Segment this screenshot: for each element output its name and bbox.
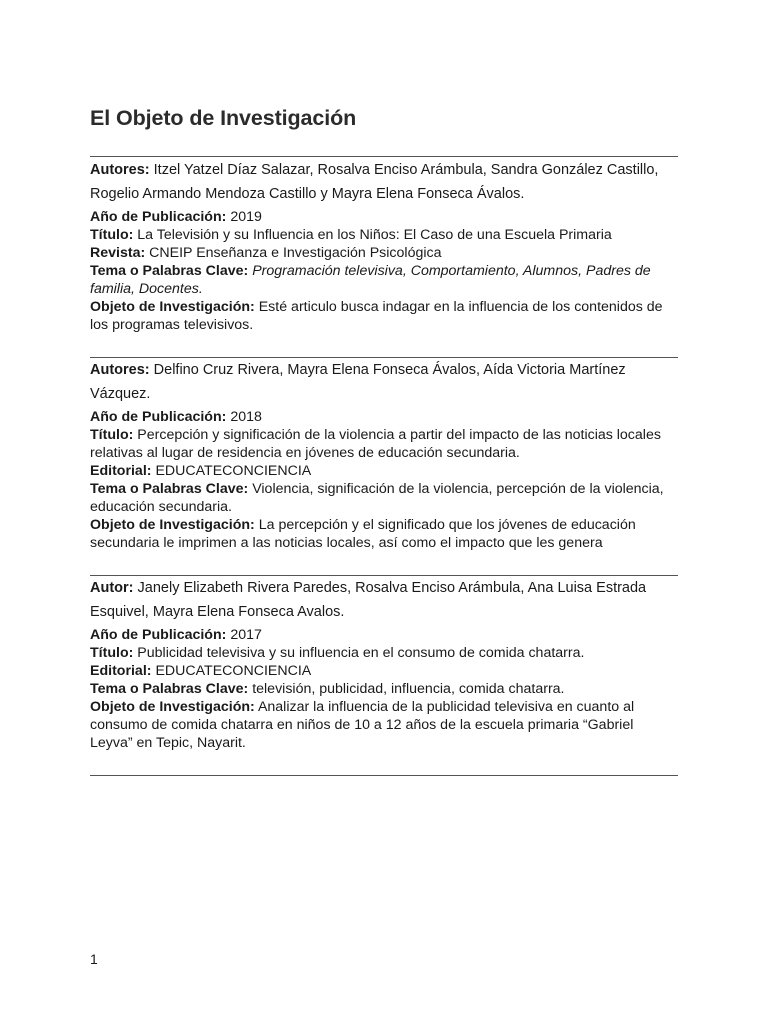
year-label: Año de Publicación: <box>90 627 227 643</box>
entry-object <box>90 698 678 752</box>
entry-keywords <box>90 480 678 516</box>
keywords-value: televisión, publicidad, influencia, comida chatarra. <box>252 681 565 697</box>
authors-label: Autores: <box>90 162 150 178</box>
title-value: La Televisión y su Influencia en los Niños: El Caso de una Escuela Primaria <box>137 227 612 243</box>
page-title: El Objeto de Investigación <box>90 106 357 130</box>
entry-title <box>90 226 678 244</box>
entry-keywords <box>90 680 678 698</box>
entry-source <box>90 244 678 262</box>
year-label: Año de Publicación: <box>90 209 227 225</box>
title-value: Percepción y significación de la violencia a partir del impacto de las noticias locales relativas al lugar de residencia en jóvenes de educación secundaria. <box>90 427 661 461</box>
entry-keywords <box>90 262 678 298</box>
authors-value: Delfino Cruz Rivera, Mayra Elena Fonseca Ávalos, Aída Victoria Martínez Vázquez. <box>90 362 626 402</box>
source-label: Editorial: <box>90 463 152 479</box>
year-label: Año de Publicación: <box>90 409 227 425</box>
reference-entry-3 <box>90 576 678 752</box>
object-value: La percepción y el significado que los jóvenes de educación secundaria le imprimen a las noticias locales, así como el impacto que les genera <box>90 517 636 551</box>
keywords-value: Violencia, significación de la violencia, percepción de la violencia, educación secundaria. <box>90 481 664 515</box>
authors-value: Janely Elizabeth Rivera Paredes, Rosalva Enciso Arámbula, Ana Luisa Estrada Esquivel, Mayra Elena Fonseca Avalos. <box>90 580 647 620</box>
entry-authors <box>90 358 678 406</box>
title-label: Título: <box>90 227 134 243</box>
keywords-label: Tema o Palabras Clave: <box>90 481 249 497</box>
divider <box>90 156 678 157</box>
year-value: 2017 <box>230 627 262 643</box>
keywords-value: Programación televisiva, Comportamiento, Alumnos, Padres de familia, Docentes. <box>90 263 651 297</box>
entry-object <box>90 516 678 552</box>
object-value: Analizar la influencia de la publicidad televisiva en cuanto al consumo de comida chatarra en niños de 10 a 12 años de la escuela primaria “Gabriel Leyva” en Tepic, Nayarit. <box>90 699 635 751</box>
title-label: Título: <box>90 427 134 443</box>
entry-authors <box>90 576 678 624</box>
divider <box>90 775 678 776</box>
year-value: 2019 <box>230 209 262 225</box>
authors-label: Autores: <box>90 362 150 378</box>
object-label: Objeto de Investigación: <box>90 299 255 315</box>
title-label: Título: <box>90 645 134 661</box>
entry-title <box>90 644 678 662</box>
entry-year <box>90 408 678 426</box>
object-label: Objeto de Investigación: <box>90 517 255 533</box>
authors-value: Itzel Yatzel Díaz Salazar, Rosalva Enciso Arámbula, Sandra González Castillo, Rogelio Armando Mendoza Castillo y Mayra Elena Fonseca Ávalos. <box>90 162 659 202</box>
entry-year <box>90 626 678 644</box>
source-label: Editorial: <box>90 663 152 679</box>
entry-source <box>90 462 678 480</box>
source-label: Revista: <box>90 245 146 261</box>
entry-title <box>90 426 678 462</box>
entry-object <box>90 298 678 334</box>
reference-entry-1 <box>90 158 678 334</box>
page-number: 1 <box>90 951 98 967</box>
title-value: Publicidad televisiva y su influencia en el consumo de comida chatarra. <box>137 645 585 661</box>
reference-entry-2 <box>90 358 678 552</box>
authors-label: Autor: <box>90 580 134 596</box>
keywords-label: Tema o Palabras Clave: <box>90 681 249 697</box>
keywords-label: Tema o Palabras Clave: <box>90 263 249 279</box>
object-label: Objeto de Investigación: <box>90 699 255 715</box>
object-value: Esté articulo busca indagar en la influencia de los contenidos de los programas televisivos. <box>90 299 663 333</box>
entry-year <box>90 208 678 226</box>
source-value: CNEIP Enseñanza e Investigación Psicológica <box>149 245 442 261</box>
source-value: EDUCATECONCIENCIA <box>155 463 312 479</box>
year-value: 2018 <box>230 409 262 425</box>
source-value: EDUCATECONCIENCIA <box>155 663 312 679</box>
entry-source <box>90 662 678 680</box>
entry-authors <box>90 158 678 206</box>
